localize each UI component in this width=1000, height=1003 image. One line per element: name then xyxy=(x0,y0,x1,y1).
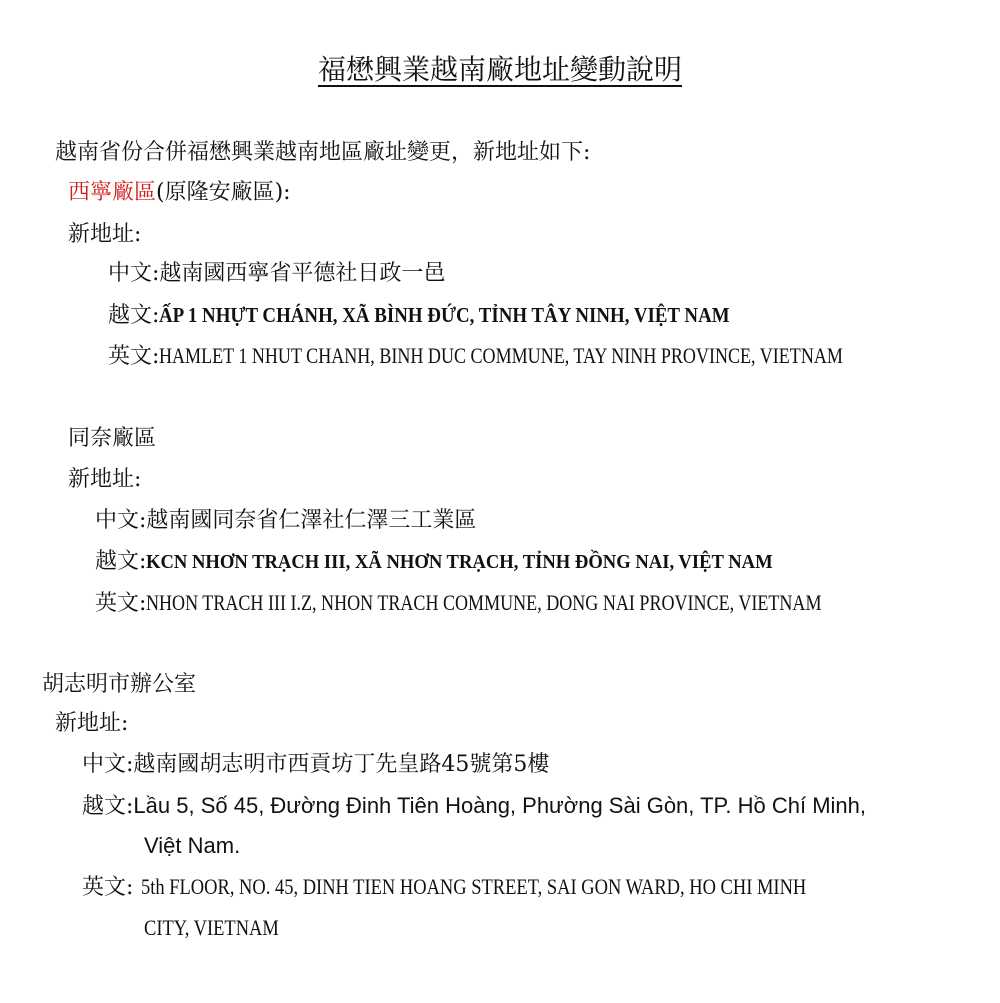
tayninh-en-label: 英文: xyxy=(108,344,160,369)
tayninh-new-address-label: 新地址: xyxy=(68,222,142,247)
hcmc-en-value-line1: 5th FLOOR, NO. 45, DINH TIEN HOANG STREET, SAI GON WARD, HO CHI MINH xyxy=(141,874,807,899)
dongnai-vi-label: 越文: xyxy=(95,549,147,574)
tayninh-en-row xyxy=(108,341,993,372)
tayninh-en-value: HAMLET 1 NHUT CHANH, BINH DUC COMMUNE, TAY NINH PROVINCE, VIETNAM xyxy=(159,343,844,368)
dongnai-vi-row xyxy=(95,547,820,577)
dongnai-zh-label: 中文: xyxy=(95,508,147,533)
dongnai-zh-value: 越南國同奈省仁澤社仁澤三工業區 xyxy=(146,508,477,533)
hcmc-en-label: 英文: xyxy=(82,875,134,900)
tayninh-zh-value: 越南國西寧省平德社日政一邑 xyxy=(159,261,446,286)
hcmc-zh-label: 中文: xyxy=(82,752,134,777)
tayninh-vi-value: ẤP 1 NHỰT CHÁNH, XÃ BÌNH ĐỨC, TỈNH TÂY NINH, VIỆT NAM xyxy=(159,303,730,327)
tayninh-vi-label: 越文: xyxy=(108,303,160,328)
dongnai-en-label: 英文: xyxy=(95,591,147,616)
tayninh-heading xyxy=(68,178,291,208)
hcmc-heading: 胡志明市辦公室 xyxy=(42,672,197,697)
hcmc-vi-row xyxy=(82,791,866,822)
dongnai-zh-row xyxy=(95,506,476,536)
tayninh-zh-label: 中文: xyxy=(108,261,160,286)
tayninh-name: 西寧廠區 xyxy=(68,180,157,205)
dongnai-heading: 同奈廠區 xyxy=(68,426,157,451)
hcmc-vi-value-line1: Lầu 5, Số 45, Đường Đinh Tiên Hoàng, Phường Sài Gòn, TP. Hồ Chí Minh, xyxy=(133,793,866,818)
document-title xyxy=(0,50,1000,90)
hcmc-en-value-line2: CITY, VIETNAM xyxy=(144,915,279,940)
intro-text: 越南省份合併福懋興業越南地區廠址變更，新地址如下: xyxy=(55,140,591,165)
dongnai-new-address-label: 新地址: xyxy=(68,467,142,492)
hcmc-zh-row xyxy=(82,750,549,780)
tayninh-zh-row xyxy=(108,259,445,289)
dongnai-vi-value: KCN NHƠN TRẠCH III, XÃ NHƠN TRẠCH, TỈNH ĐỒNG NAI, VIỆT NAM xyxy=(146,551,774,573)
hcmc-new-address-label: 新地址: xyxy=(55,711,129,736)
hcmc-vi-value-line2: Việt Nam. xyxy=(144,833,241,858)
tayninh-note: (原隆安廠區): xyxy=(156,180,291,205)
hcmc-en-line2-row xyxy=(144,913,305,944)
hcmc-zh-value: 越南國胡志明市西貢坊丁先皇路45號第5樓 xyxy=(133,752,550,777)
tayninh-vi-row xyxy=(108,300,793,331)
document-title-text: 福懋興業越南廠地址變動說明 xyxy=(317,53,682,86)
dongnai-en-value: NHON TRACH III I.Z, NHON TRACH COMMUNE, DONG NAI PROVINCE, VIETNAM xyxy=(146,590,822,615)
dongnai-en-row xyxy=(95,588,970,619)
hcmc-en-row xyxy=(82,872,933,903)
hcmc-vi-label: 越文: xyxy=(82,794,134,819)
